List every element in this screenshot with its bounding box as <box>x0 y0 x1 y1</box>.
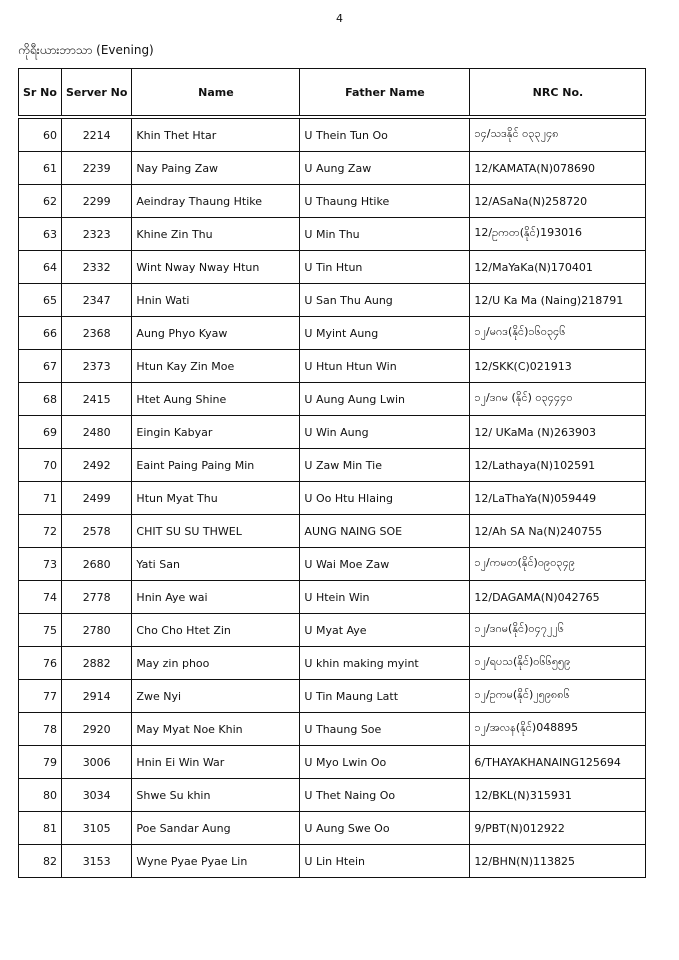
table-row <box>19 284 646 317</box>
table-row <box>19 185 646 218</box>
header-server-no: Server No <box>61 69 131 116</box>
server-no-cell: 3153 <box>61 845 131 878</box>
table-row <box>19 218 646 251</box>
sr-no-cell: 69 <box>19 416 62 449</box>
sr-no-cell: 79 <box>19 746 62 779</box>
sr-no-cell: 76 <box>19 647 62 680</box>
student-roster-table <box>18 68 646 878</box>
table-row <box>19 746 646 779</box>
nrc-cell: 12/ UKaMa (N)263903 <box>470 416 646 449</box>
nrc-cell: 12/ဥကတ(နိုင်)193016 <box>470 218 646 251</box>
server-no-cell: 2914 <box>61 680 131 713</box>
sr-no-cell: 75 <box>19 614 62 647</box>
sr-no-cell: 80 <box>19 779 62 812</box>
table-row <box>19 548 646 581</box>
table-row <box>19 317 646 350</box>
name-cell: Htun Kay Zin Moe <box>132 350 300 383</box>
name-cell: Aung Phyo Kyaw <box>132 317 300 350</box>
header-nrc-no: NRC No. <box>470 69 646 116</box>
name-cell: Aeindray Thaung Htike <box>132 185 300 218</box>
name-cell: Zwe Nyi <box>132 680 300 713</box>
server-no-cell: 2778 <box>61 581 131 614</box>
sr-no-cell: 60 <box>19 119 62 152</box>
table-row <box>19 614 646 647</box>
name-cell: Poe Sandar Aung <box>132 812 300 845</box>
table-row <box>19 680 646 713</box>
father-name-cell: U San Thu Aung <box>300 284 470 317</box>
header-sr-no: Sr No <box>19 69 62 116</box>
father-name-cell: U Aung Aung Lwin <box>300 383 470 416</box>
server-no-cell: 2480 <box>61 416 131 449</box>
table-row <box>19 449 646 482</box>
sr-no-cell: 71 <box>19 482 62 515</box>
sr-no-cell: 77 <box>19 680 62 713</box>
father-name-cell: U Tin Maung Latt <box>300 680 470 713</box>
nrc-cell: ၁၂/ရပသ(နိုင်)၀၆၆၅၅၉ <box>470 647 646 680</box>
nrc-cell: 9/PBT(N)012922 <box>470 812 646 845</box>
nrc-cell: ၁၂/ကမတ(နိုင်)၀၉၀၃၄၉ <box>470 548 646 581</box>
name-cell: Nay Paing Zaw <box>132 152 300 185</box>
sr-no-cell: 82 <box>19 845 62 878</box>
father-name-cell: U Aung Zaw <box>300 152 470 185</box>
server-no-cell: 2347 <box>61 284 131 317</box>
server-no-cell: 2373 <box>61 350 131 383</box>
name-cell: May zin phoo <box>132 647 300 680</box>
name-cell: Wint Nway Nway Htun <box>132 251 300 284</box>
sr-no-cell: 62 <box>19 185 62 218</box>
table-row <box>19 812 646 845</box>
father-name-cell: U Wai Moe Zaw <box>300 548 470 581</box>
nrc-cell: ၁၄/သဒနိုင် ၀၃၃၂၄၈ <box>470 119 646 152</box>
server-no-cell: 3105 <box>61 812 131 845</box>
name-cell: Htet Aung Shine <box>132 383 300 416</box>
nrc-cell: 12/KAMATA(N)078690 <box>470 152 646 185</box>
table-row <box>19 152 646 185</box>
nrc-cell: 12/MaYaKa(N)170401 <box>470 251 646 284</box>
sr-no-cell: 70 <box>19 449 62 482</box>
father-name-cell: U khin making myint <box>300 647 470 680</box>
name-cell: Hnin Wati <box>132 284 300 317</box>
server-no-cell: 2415 <box>61 383 131 416</box>
nrc-cell: ၁၂/အလန(နိုင်)048895 <box>470 713 646 746</box>
sr-no-cell: 78 <box>19 713 62 746</box>
name-cell: CHIT SU SU THWEL <box>132 515 300 548</box>
table-row <box>19 119 646 152</box>
server-no-cell: 2492 <box>61 449 131 482</box>
nrc-cell: ၁၂/ဒဂမ(နိုင်)၀၄၇၂၂၆ <box>470 614 646 647</box>
father-name-cell: U Oo Htu Hlaing <box>300 482 470 515</box>
father-name-cell: U Lin Htein <box>300 845 470 878</box>
nrc-cell: 12/U Ka Ma (Naing)218791 <box>470 284 646 317</box>
table-row <box>19 350 646 383</box>
nrc-cell: 12/BHN(N)113825 <box>470 845 646 878</box>
server-no-cell: 2332 <box>61 251 131 284</box>
name-cell: Eaint Paing Paing Min <box>132 449 300 482</box>
roster-body <box>19 119 646 878</box>
server-no-cell: 2368 <box>61 317 131 350</box>
name-cell: Khine Zin Thu <box>132 218 300 251</box>
nrc-cell: ၁၂/ဒဂမ (နိုင်) ၀၃၄၄၄၀ <box>470 383 646 416</box>
father-name-cell: U Thaung Soe <box>300 713 470 746</box>
name-cell: Hnin Ei Win War <box>132 746 300 779</box>
father-name-cell: U Htein Win <box>300 581 470 614</box>
table-row <box>19 515 646 548</box>
server-no-cell: 2239 <box>61 152 131 185</box>
father-name-cell: U Myat Aye <box>300 614 470 647</box>
father-name-cell: U Thein Tun Oo <box>300 119 470 152</box>
name-cell: Khin Thet Htar <box>132 119 300 152</box>
sr-no-cell: 81 <box>19 812 62 845</box>
father-name-cell: U Win Aung <box>300 416 470 449</box>
nrc-cell: 12/Lathaya(N)102591 <box>470 449 646 482</box>
table-row <box>19 779 646 812</box>
father-name-cell: U Myo Lwin Oo <box>300 746 470 779</box>
server-no-cell: 2780 <box>61 614 131 647</box>
name-cell: Wyne Pyae Pyae Lin <box>132 845 300 878</box>
table-row <box>19 416 646 449</box>
sr-no-cell: 72 <box>19 515 62 548</box>
father-name-cell: U Thet Naing Oo <box>300 779 470 812</box>
server-no-cell: 2578 <box>61 515 131 548</box>
nrc-cell: 12/DAGAMA(N)042765 <box>470 581 646 614</box>
server-no-cell: 2882 <box>61 647 131 680</box>
sr-no-cell: 68 <box>19 383 62 416</box>
server-no-cell: 2214 <box>61 119 131 152</box>
table-row <box>19 482 646 515</box>
nrc-cell: 12/SKK(C)021913 <box>470 350 646 383</box>
name-cell: Htun Myat Thu <box>132 482 300 515</box>
father-name-cell: U Min Thu <box>300 218 470 251</box>
nrc-cell: 12/ASaNa(N)258720 <box>470 185 646 218</box>
section-title: ကိုရီးယားဘာသာ (Evening) <box>18 43 154 57</box>
nrc-cell: 6/THAYAKHANAING125694 <box>470 746 646 779</box>
header-row <box>19 69 646 116</box>
server-no-cell: 2323 <box>61 218 131 251</box>
father-name-cell: U Aung Swe Oo <box>300 812 470 845</box>
name-cell: Yati San <box>132 548 300 581</box>
name-cell: Hnin Aye wai <box>132 581 300 614</box>
server-no-cell: 3034 <box>61 779 131 812</box>
nrc-cell: 12/Ah SA Na(N)240755 <box>470 515 646 548</box>
sr-no-cell: 73 <box>19 548 62 581</box>
father-name-cell: U Tin Htun <box>300 251 470 284</box>
server-no-cell: 2920 <box>61 713 131 746</box>
table-row <box>19 713 646 746</box>
sr-no-cell: 64 <box>19 251 62 284</box>
name-cell: Shwe Su khin <box>132 779 300 812</box>
father-name-cell: AUNG NAING SOE <box>300 515 470 548</box>
table-row <box>19 251 646 284</box>
father-name-cell: U Thaung Htike <box>300 185 470 218</box>
table-row <box>19 383 646 416</box>
server-no-cell: 3006 <box>61 746 131 779</box>
table-row <box>19 581 646 614</box>
father-name-cell: U Zaw Min Tie <box>300 449 470 482</box>
sr-no-cell: 63 <box>19 218 62 251</box>
father-name-cell: U Myint Aung <box>300 317 470 350</box>
sr-no-cell: 66 <box>19 317 62 350</box>
name-cell: May Myat Noe Khin <box>132 713 300 746</box>
nrc-cell: ၁၂/ဥကမ(နိုင်)၂၅၉၈၈၆ <box>470 680 646 713</box>
sr-no-cell: 61 <box>19 152 62 185</box>
table-row <box>19 647 646 680</box>
sr-no-cell: 74 <box>19 581 62 614</box>
server-no-cell: 2680 <box>61 548 131 581</box>
sr-no-cell: 65 <box>19 284 62 317</box>
name-cell: Eingin Kabyar <box>132 416 300 449</box>
header-father-name: Father Name <box>300 69 470 116</box>
page-number: 4 <box>336 12 343 25</box>
server-no-cell: 2299 <box>61 185 131 218</box>
server-no-cell: 2499 <box>61 482 131 515</box>
header-name: Name <box>132 69 300 116</box>
father-name-cell: U Htun Htun Win <box>300 350 470 383</box>
nrc-cell: ၁၂/မဂဒ(နိုင်)၁၆၀၃၄၆ <box>470 317 646 350</box>
sr-no-cell: 67 <box>19 350 62 383</box>
nrc-cell: 12/LaThaYa(N)059449 <box>470 482 646 515</box>
nrc-cell: 12/BKL(N)315931 <box>470 779 646 812</box>
table-row <box>19 845 646 878</box>
name-cell: Cho Cho Htet Zin <box>132 614 300 647</box>
